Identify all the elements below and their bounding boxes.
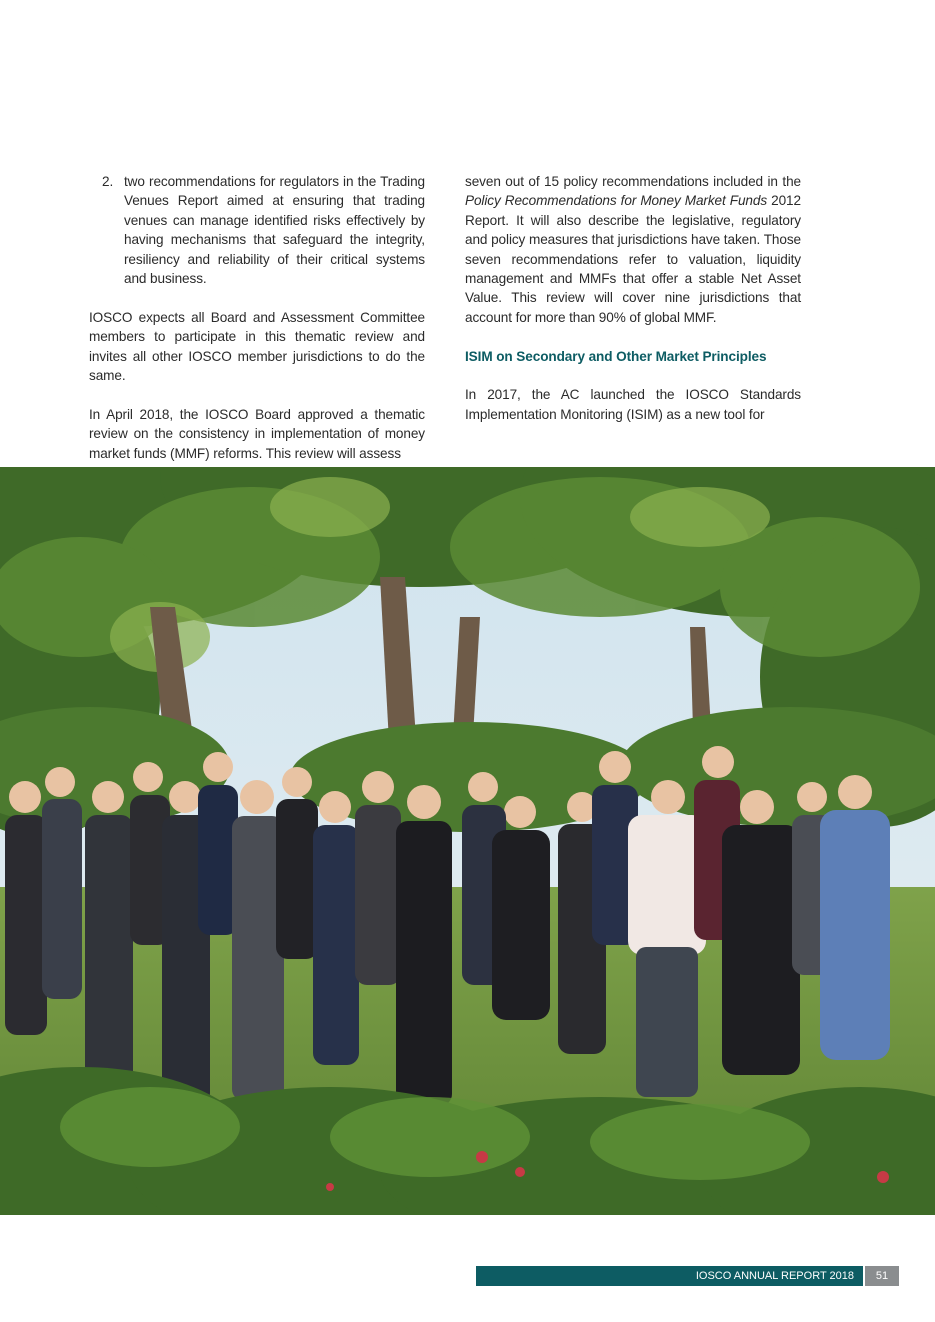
list-number: 2. bbox=[102, 174, 114, 189]
section-heading: ISIM on Secondary and Other Market Principles bbox=[465, 348, 767, 364]
group-photo bbox=[0, 467, 935, 1215]
right-text-column bbox=[465, 172, 801, 444]
paragraph: In 2017, the AC launched the IOSCO Standards Implementation Monitoring (ISIM) as a new tool for bbox=[465, 387, 801, 422]
paragraph: In April 2018, the IOSCO Board approved a thematic review on the consistency in implementation of money market funds (MMF) reforms. This review will assess bbox=[89, 406, 425, 461]
list-item-text: two recommendations for regulators in the Trading Venues Report aimed at ensuring that trading venues can manage identified risks effectively by having mechanisms that safeguard the integrity, resiliency and reliability of their critical systems and business. bbox=[124, 174, 425, 287]
left-text-column bbox=[89, 172, 425, 482]
page-number: 51 bbox=[865, 1266, 899, 1286]
report-title-italic: Policy Recommendations for Money Market Funds bbox=[465, 193, 768, 209]
paragraph: IOSCO expects all Board and Assessment Committee members to participate in this thematic review and invites all other IOSCO member jurisdictions to do the same. bbox=[89, 309, 425, 384]
list-item bbox=[89, 172, 425, 288]
paragraph: seven out of 15 policy recommendations included in the Policy Recommendations for Money Market Funds 2012 Report. It will also describe the legislative, regulatory and policy measures that jurisdictions have taken. Those seven recommendations refer to valuation, liquidity management and MMFs that offer a stable Net Asset Value. This review will cover nine jurisdictions that account for more than 90% of global MMF. bbox=[465, 174, 801, 325]
footer-report-title: IOSCO ANNUAL REPORT 2018 bbox=[476, 1266, 863, 1286]
